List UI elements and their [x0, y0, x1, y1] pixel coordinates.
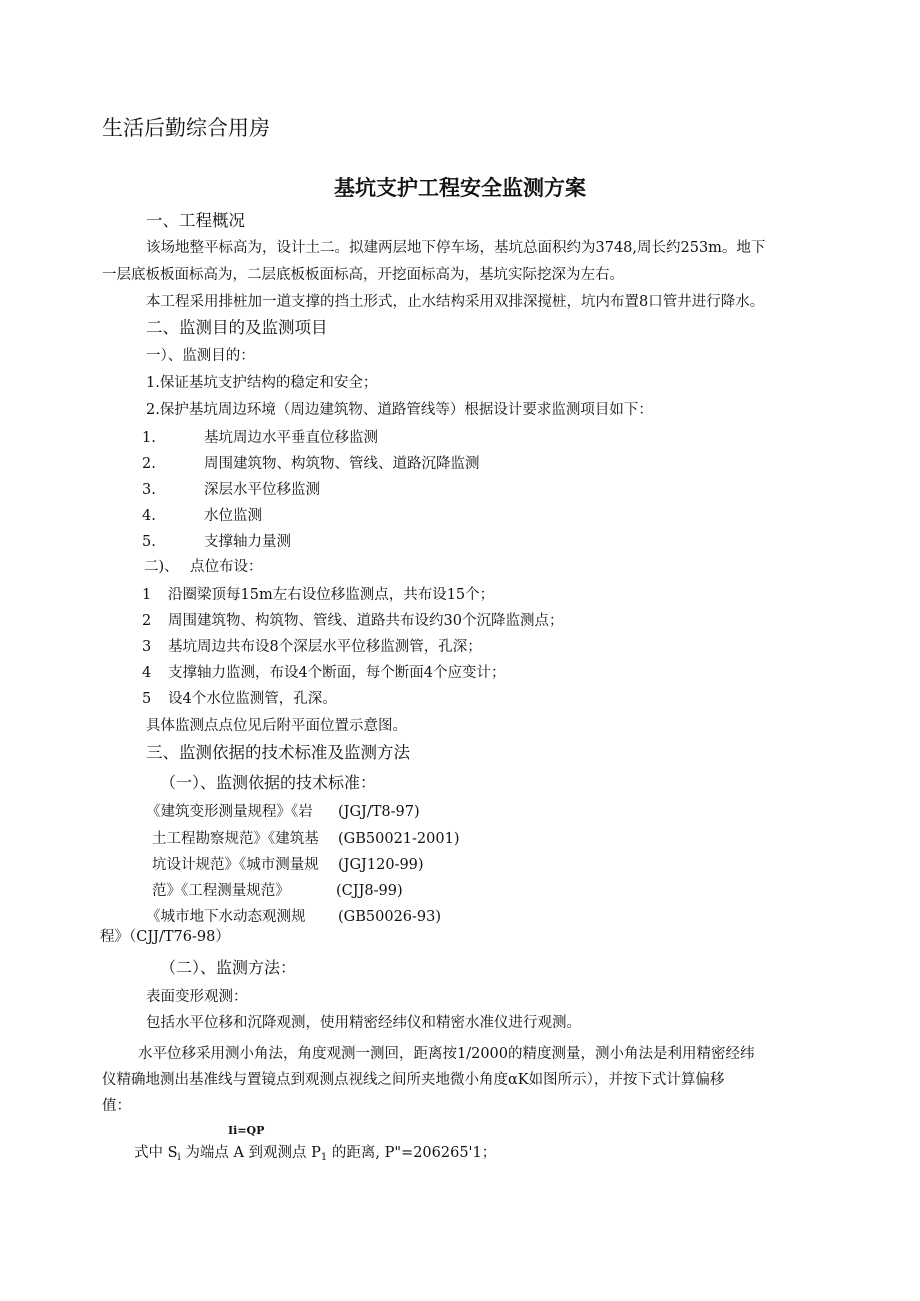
- method-line-1: 水平位移采用测小角法，角度观测一测回，距离按1/2000的精度测量，测小角法是利用精密经纬: [138, 1046, 755, 1062]
- section1-heading: 一、工程概况: [146, 211, 245, 230]
- list-item-text: 支撑轴力监测，布设4个断面，每个断面4个应变计；: [168, 665, 506, 681]
- standard-code: (GB50026-93): [338, 909, 442, 925]
- list-item-text: 沿圈梁顶每15m左右设位移监测点，共布设15个；: [168, 587, 495, 603]
- formula-note-sub2: 1: [320, 1152, 328, 1163]
- section3-sub1-heading: （一）、监测依据的技术标准：: [160, 773, 377, 792]
- formula-note-sub1: i: [177, 1152, 181, 1163]
- list-item-text: 周围建筑物、构筑物、管线、道路共布设约30个沉降监测点；: [168, 613, 564, 629]
- formula-note-part1: 式中 S: [134, 1145, 178, 1161]
- standard-name: 范》《工程测量规范》: [152, 883, 290, 899]
- list-item-text: 基坑周边共布设8个深层水平位移监测管，孔深；: [168, 639, 482, 655]
- list-item-text: 设4个水位监测管，孔深。: [168, 691, 337, 707]
- standard-code: (JGJ120-99): [338, 857, 424, 873]
- list-item-number: 5.: [142, 534, 156, 550]
- section3-heading: 三、监测依据的技术标准及监测方法: [146, 743, 410, 762]
- project-name: 生活后勤综合用房: [102, 116, 270, 140]
- section2-sub1-heading: 一）、监测目的：: [146, 348, 255, 364]
- formula-note-part2: 为端点 A 到观测点 P: [180, 1145, 321, 1161]
- list-item-number: 1.: [142, 430, 156, 446]
- list-item-text: 周围建筑物、构筑物、管线、道路沉降监测: [204, 456, 480, 472]
- list-item-number: 1: [142, 587, 152, 603]
- section1-para1-line1: 该场地整平标高为，设计土二。拟建两层地下停车场，基坑总面积约为3748,周长约253m。地下: [146, 240, 766, 256]
- list-item-number: 5: [142, 691, 152, 707]
- list-item-number: 4: [142, 665, 152, 681]
- document-title: 基坑支护工程安全监测方案: [334, 176, 586, 200]
- standard-name: 坑设计规范》《城市测量规: [152, 857, 319, 873]
- list-item-number: 3.: [142, 482, 156, 498]
- list-item-number: 2: [142, 613, 152, 629]
- list-item-text: 深层水平位移监测: [204, 482, 320, 498]
- standard-name: 《建筑变形测量规程》《岩: [146, 804, 313, 820]
- list-item-number: 3: [142, 639, 152, 655]
- surface-label: 表面变形观测：: [146, 989, 248, 1005]
- standard-code: (CJJ8-99): [336, 883, 403, 899]
- section1-para2: 本工程采用排桩加一道支撑的挡土形式，止水结构采用双排深搅桩，坑内布置8口管井进行降水。: [146, 294, 765, 310]
- sub2-label: 二)、: [144, 559, 179, 575]
- section3-sub2-heading: （二）、监测方法：: [160, 958, 297, 977]
- purpose-item-1: 1.保证基坑支护结构的稳定和安全；: [146, 375, 378, 391]
- standard-name: 《城市地下水动态观测规: [146, 909, 306, 925]
- layout-note: 具体监测点点位见后附平面位置示意图。: [146, 718, 407, 734]
- formula-note: [134, 1143, 496, 1163]
- list-item-text: 基坑周边水平垂直位移监测: [204, 430, 378, 446]
- formula-note-part3: 的距离, P"=206265'1；: [327, 1145, 497, 1161]
- surface-description: 包括水平位移和沉降观测，使用精密经纬仪和精密水准仪进行观测。: [146, 1015, 581, 1031]
- section1-para1-line2: 一层底板板面标高为，二层底板板面标高，开挖面标高为，基坑实际挖深为左右。: [102, 267, 624, 283]
- section2-heading: 二、监测目的及监测项目: [146, 318, 328, 337]
- standard-name: 土工程勘察规范》《建筑基: [152, 831, 319, 847]
- list-item-text: 水位监测: [204, 508, 262, 524]
- method-line-3: 值：: [102, 1098, 131, 1114]
- list-item-text: 支撑轴力量测: [204, 534, 291, 550]
- list-item-number: 4.: [142, 508, 156, 524]
- purpose-item-2: 2.保护基坑周边环境（周边建筑物、道路管线等）根据设计要求监测项目如下：: [146, 402, 653, 418]
- standard-code: (GB50021-2001): [338, 831, 460, 847]
- sub2-title: 点位布设：: [190, 559, 263, 575]
- list-item-number: 2.: [142, 456, 156, 472]
- method-line-2: 仪精确地测出基准线与置镜点到观测点视线之间所夹地微小角度αK如图所示），并按下式计算偏移: [102, 1072, 725, 1088]
- standard-code: (JGJ/T8-97): [338, 804, 420, 820]
- standard-tail: 程》（CJJ/T76-98）: [100, 929, 230, 945]
- offset-formula: Ii=QP: [228, 1124, 265, 1137]
